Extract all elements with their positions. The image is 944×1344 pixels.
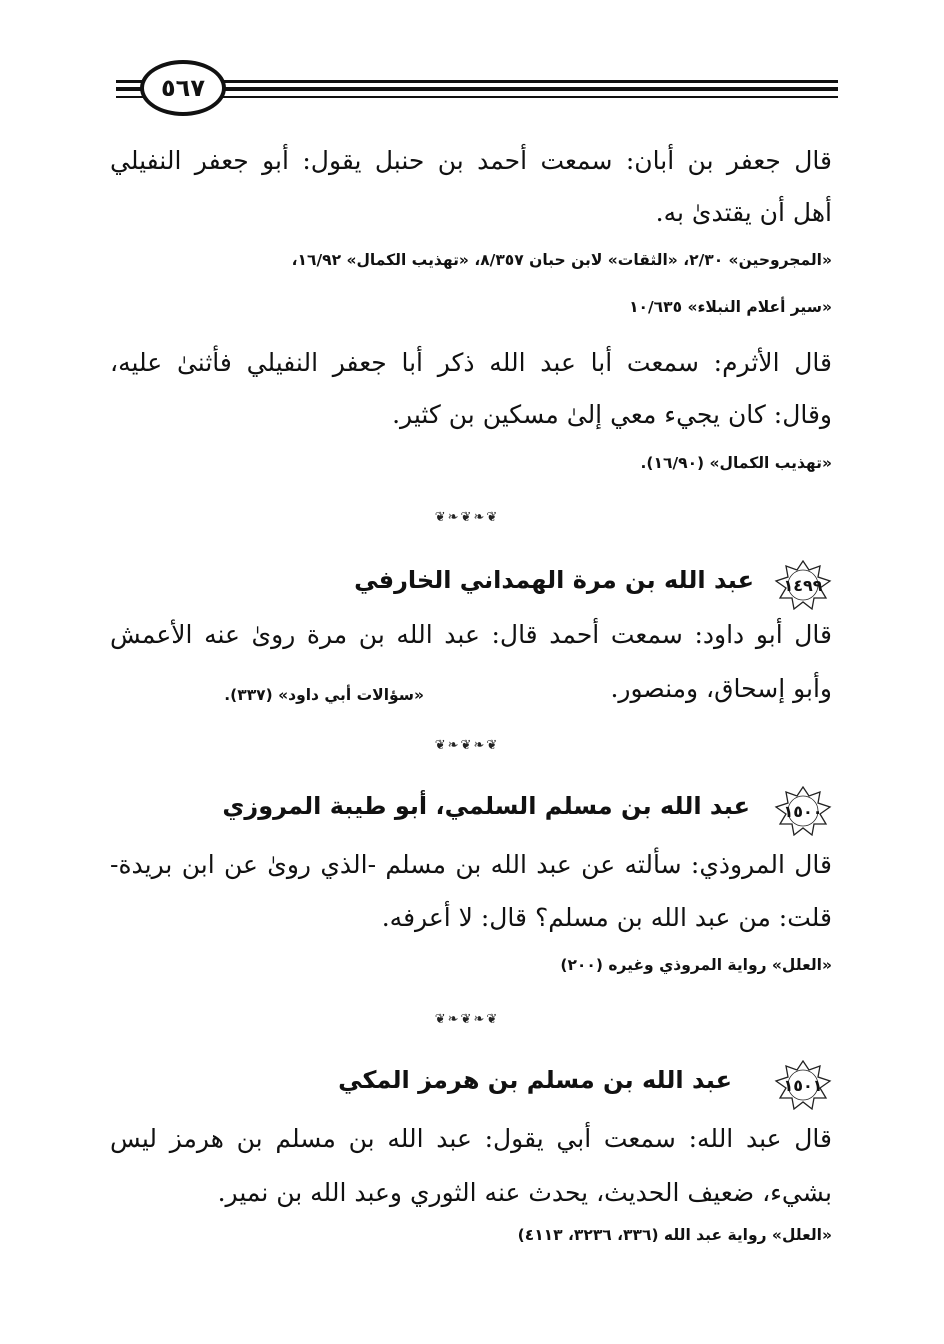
section-divider-ornament: ❦❧❦❧❦ [434,738,500,753]
paragraph-line: قال أبو داود: سمعت أحمد قال: عبد الله بن مرة روىٰ عنه الأعمش [110,620,832,649]
header-rule-bottom [116,96,838,98]
paragraph-line: قال عبد الله: سمعت أبي يقول: عبد الله بن مسلم بن هرمز ليس [110,1124,832,1153]
paragraph-line: قال المروذي: سألته عن عبد الله بن مسلم -الذي روىٰ عن ابن بريدة- [110,850,832,879]
paragraph-line: قال جعفر بن أبان: سمعت أحمد بن حنبل يقول: أبو جعفر النفيلي [110,146,832,175]
entry-title: عبد الله بن مسلم السلمي، أبو طيبة المروزي [222,792,750,820]
entry-heading [110,786,832,836]
entry-number: ١٥٠٠ [783,801,823,821]
entry-title: عبد الله بن مرة الهمداني الخارفي [354,566,754,594]
entry-heading [110,560,832,610]
entry-number-medallion [774,786,832,836]
entry-heading [110,1060,832,1110]
section-divider-ornament: ❦❧❦❧❦ [434,510,500,525]
paragraph-line: قلت: من عبد الله بن مسلم؟ قال: لا أعرفه. [381,903,832,932]
footnote-reference: «تهذيب الكمال» (١٦/٩٠). [640,454,832,472]
footnote-reference: «العلل» رواية المروذي وغيره (٢٠٠) [560,956,832,974]
footnote-reference: «سير أعلام النبلاء» ١٠/٦٣٥ [629,298,832,316]
entry-number-medallion [774,1060,832,1110]
entry-number: ١٥٠١ [783,1075,823,1095]
footnote-reference: «سؤالات أبي داود» (٣٣٧). [224,686,424,704]
paragraph-line: وقال: كان يجيء معي إلىٰ مسكين بن كثير. [392,400,832,429]
footnote-reference: «المجروحين» ٢/٣٠، «الثقات» لابن حبان ٨/٣٥٧، «تهذيب الكمال» ١٦/٩٢، [291,251,832,269]
paragraph-line: أهل أن يقتدىٰ به. [655,198,832,227]
entry-title: عبد الله بن مسلم بن هرمز المكي [338,1066,732,1094]
paragraph-line: قال الأثرم: سمعت أبا عبد الله ذكر أبا جعفر النفيلي فأثنىٰ عليه، [110,348,832,377]
page-number: ٥٦٧ [161,74,205,102]
entry-number: ١٤٩٩ [783,575,823,595]
footnote-reference: «العلل» رواية عبد الله (٣٣٦، ٣٢٣٦، ٤١١٣) [517,1226,832,1244]
entry-number-medallion [774,560,832,610]
section-divider-ornament: ❦❧❦❧❦ [434,1012,500,1027]
paragraph-line: بشيء، ضعيف الحديث، يحدث عنه الثوري وعبد الله بن نمير. [217,1178,832,1207]
page-number-badge [140,60,226,116]
paragraph-line: وأبو إسحاق، ومنصور. [610,674,832,703]
